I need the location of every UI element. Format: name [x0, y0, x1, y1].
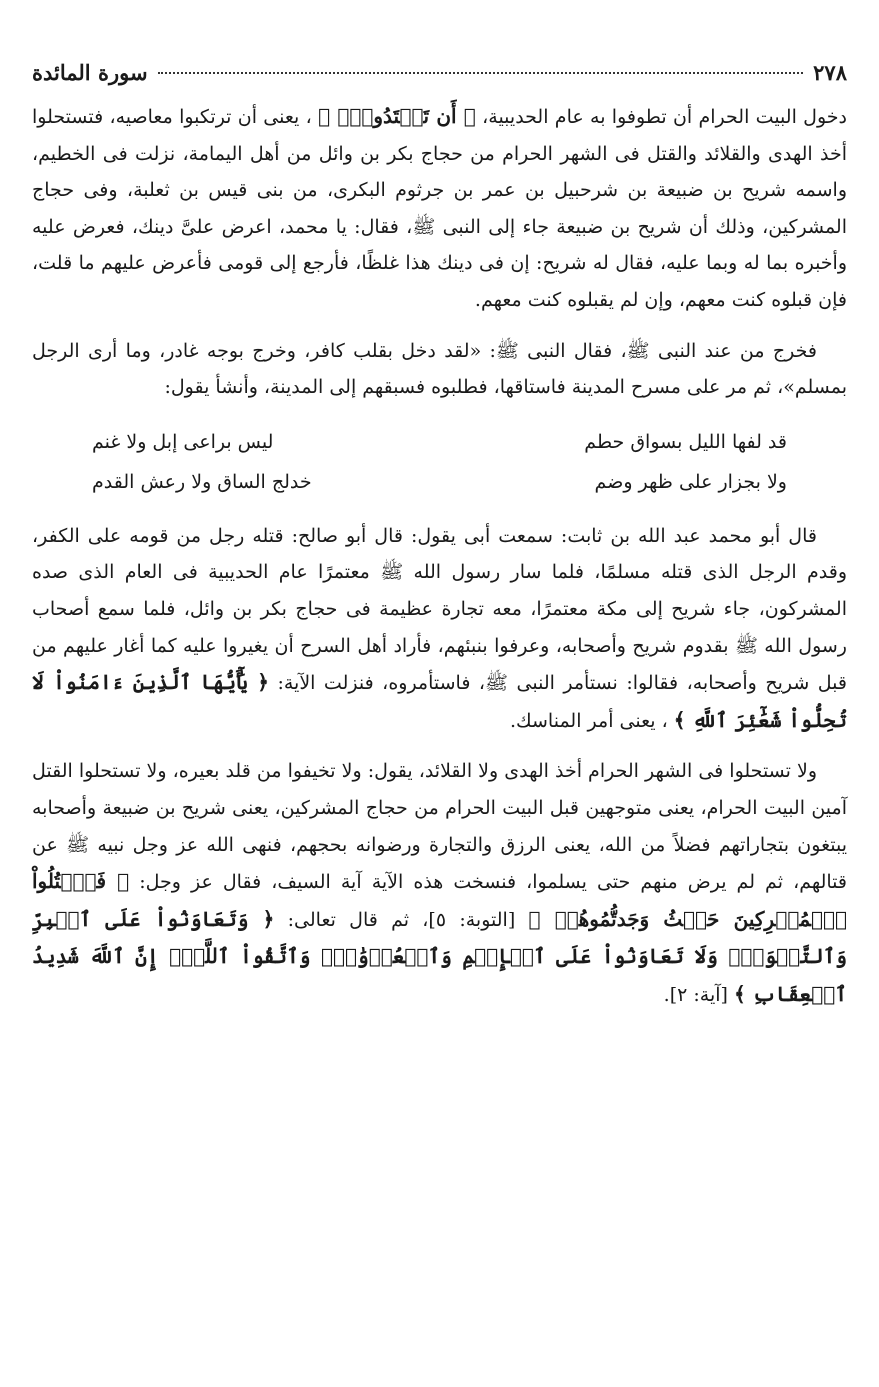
paragraph-4-text-after: [آية: ٢]. [663, 983, 734, 1006]
poem-line-2-first-hemistich: ولا بجزار على ظهر وضم [594, 470, 787, 493]
header-dotted-rule [158, 72, 804, 74]
surah-title: سورة المائدة [32, 60, 148, 85]
quran-verse-3: ﴿ فَٱقۡتُلُواْ ٱلۡمُشۡرِكِينَ حَيۡثُ وَجَدتُّمُوهُمۡ ﴾ [32, 869, 847, 931]
poem-line-2 [92, 462, 787, 502]
paragraph-3-text-after: ، يعنى أمر المناسك. [509, 709, 674, 732]
poem [32, 422, 847, 502]
quran-verse-1: ﴿ أَن تَعۡتَدُواْۘ ﴾ [318, 104, 476, 128]
paragraph-1 [32, 98, 847, 319]
paragraph-3 [32, 518, 847, 740]
paragraph-4-text-before: ولا تستحلوا فى الشهر الحرام أخذ الهدى ولا القلائد، يقول: ولا تخيفوا من قلد بعيره، ولا تستحلوا القتل آمين البيت الحرام، يعنى متوجهين قبل البيت الحرام من حجاج المشركين، يعنى شريح بن ضبيعة وأصحابه يبتغون بتجاراتهم فضلاً من الله، يعنى الرزق والتجارة ورضوانه بحجهم، فنهى الله عز وجل نبيه ﷺ عن قتالهم، ثم لم يرض منهم حتى يسلموا، فنسخت هذه الآية آية السيف، فقال عز وجل: [32, 760, 847, 894]
book-page [32, 60, 847, 1013]
poem-line-1-first-hemistich: قد لفها الليل بسواق حطم [584, 430, 787, 453]
quran-verse-4: ﴿ وَتَعَاوَنُواْ عَلَى ٱلۡبِرِّ وَٱلتَّقۡوَىٰۖ وَلَا تَعَاوَنُواْ عَلَى ٱلۡإِثۡمِ وَٱلۡعُدۡوَٰنِۚ وَٱتَّقُواْ ٱللَّهَۖ إِنَّ ٱللَّهَ شَدِيدُ ٱلۡعِقَابِ ﴾ [32, 906, 847, 1006]
poem-line-1-second-hemistich: ليس براعى إبل ولا غنم [92, 430, 274, 453]
paragraph-3-text-before: قال أبو محمد عبد الله بن ثابت: سمعت أبى يقول: قال أبو صالح: قتله رجل من قومه على الكفر، وقدم الرجل الذى قتله مسلمًا، فلما سار رسول الله ﷺ معتمرًا عام الحديبية فى العام الذى صده المشركون، جاء شريح إلى مكة معتمرًا، معه تجارة عظيمة فى حجاج بكر بن وائل، فلما سمع أصحاب رسول الله ﷺ بقدوم شريح وأصحابه، وعرفوا بنبئهم، فأراد أهل السرح أن يغيروا عليه كما أغار عليهم من قبل شريح وأصحابه، فقالوا: نستأمر النبى ﷺ، فاستأمروه، فنزلت الآية: [32, 524, 848, 695]
paragraph-4-text-mid: [التوبة: ٥]، ثم قال تعالى: [274, 908, 529, 931]
paragraph-1-text-after: ، يعنى أن ترتكبوا معاصيه، فتستحلوا أخذ الهدى والقلائد والقتل فى الشهر الحرام من حجاج بكر بن وائل من أهل اليمامة، نزلت فى الخطيم، واسمه شريح بن ضبيعة بن شرحبيل بن عمر بن جرثوم البكرى، من بنى قيس بن ثعلبة، وفى حجاج المشركين، وذلك أن شريح بن ضبيعة جاء إلى النبى ﷺ، فقال: يا محمد، اعرض علىَّ دينك، فعرض عليه وأخبره بما له وبما عليه، فقال له شريح: إن فى دينك هذا غلظًا، فأرجع إلى قومى فأعرض عليهم ما قلت، فإن قبلوه كنت معهم، وإن لم يقبلوه كنت معهم. [32, 106, 847, 311]
quran-verse-2: ﴿ يَٰٓأَيُّهَا ٱلَّذِينَ ءَامَنُواْ لَا تُحِلُّواْ شَعَٰٓئِرَ ٱللَّهِ ﴾ [32, 670, 847, 732]
paragraph-1-text-before: دخول البيت الحرام أن تطوفوا به عام الحديبية، [475, 106, 847, 128]
paragraph-2: فخرج من عند النبى ﷺ، فقال النبى ﷺ: «لقد دخل بقلب كافر، وخرج بوجه غادر، وما أرى الرجل بمسلم»، ثم مر على مسرح المدينة فاستاقها، فطلبوه فسبقهم إلى المدينة، وأنشأ يقول: [32, 339, 847, 399]
paragraph-4 [32, 753, 847, 1013]
page-header [32, 60, 847, 92]
poem-line-1 [92, 422, 787, 462]
poem-line-2-second-hemistich: خدلج الساق ولا رعش القدم [92, 470, 312, 493]
page-number: ٢٧٨ [813, 60, 847, 85]
